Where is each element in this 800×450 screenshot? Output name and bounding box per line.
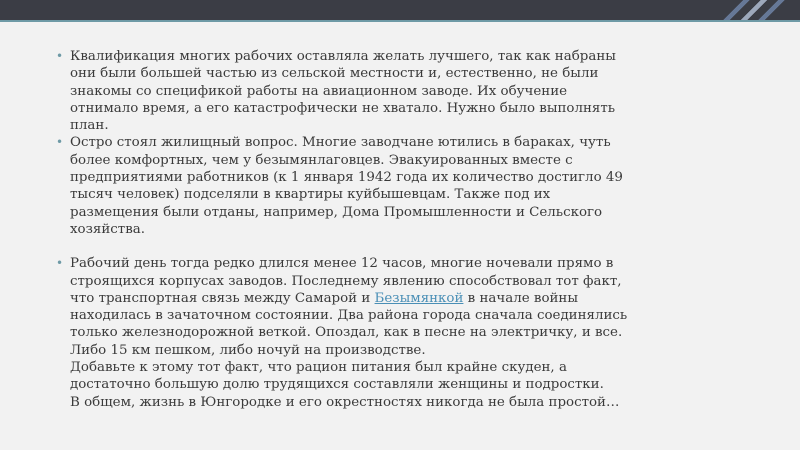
bullet-icon: • — [56, 135, 64, 150]
text-line: только железнодорожной веткой. Опоздал, как в песне на электричку, и все. — [70, 325, 623, 341]
text-line: более комфортных, чем у безымянлаговцев. Эвакуированных вместе с — [70, 152, 573, 168]
header-bar — [0, 0, 800, 20]
text-line: отнимало время, а его катастрофически не хватало. Нужно было выполнять — [70, 100, 616, 116]
text-line: Либо 15 км пешком, либо ночуй на производстве. — [70, 342, 426, 358]
text-line: план. — [70, 118, 109, 134]
text-line: предприятиями работников (к 1 января 1942 года их количество достигло 49 — [70, 170, 623, 186]
paragraph-housing — [54, 134, 754, 238]
text-line: размещения были отданы, например, Дома Промышленности и Сельского — [70, 204, 603, 220]
text-line: Добавьте к этому тот факт, что рацион питания был крайне скуден, а — [70, 360, 567, 376]
text-fragment: что транспортная связь между Самарой и — [70, 290, 375, 306]
paragraph-workday — [54, 255, 754, 411]
corner-decoration — [710, 0, 800, 20]
text-line: В общем, жизнь в Юнгородке и его окрестностях никогда не была простой… — [70, 394, 620, 410]
text-line: Остро стоял жилищный вопрос. Многие заводчане ютились в бараках, чуть — [70, 135, 611, 151]
text-line: достаточно большую долю трудящихся составляли женщины и подростки. — [70, 377, 604, 393]
slide-body — [54, 48, 754, 411]
accent-line — [0, 20, 800, 22]
text-line-with-link — [70, 290, 754, 307]
bullet-icon: • — [56, 256, 64, 271]
text-line: они были большей частью из сельской местности и, естественно, не были — [70, 66, 599, 82]
text-line: Рабочий день тогда редко длился менее 12 часов, многие ночевали прямо в — [70, 256, 614, 272]
text-fragment: в начале войны — [463, 290, 579, 306]
text-line: хозяйства. — [70, 221, 145, 237]
bullet-icon: • — [56, 49, 64, 63]
paragraph-qualification — [54, 48, 754, 134]
text-line: знакомы со спецификой работы на авиационном заводе. Их обучение — [70, 83, 568, 99]
text-line: тысяч человек) подселяли в квартиры куйбышевцам. Также под их — [70, 187, 551, 203]
bezymyanka-link[interactable]: Безымянкой — [374, 290, 464, 306]
paragraph-spacer — [54, 238, 754, 255]
text-line: находилась в зачаточном состоянии. Два района города сначала соединялись — [70, 308, 628, 324]
text-line: строящихся корпусах заводов. Последнему явлению способствовал тот факт, — [70, 273, 622, 289]
text-line: Квалификация многих рабочих оставляла желать лучшего, так как набраны — [70, 49, 616, 64]
